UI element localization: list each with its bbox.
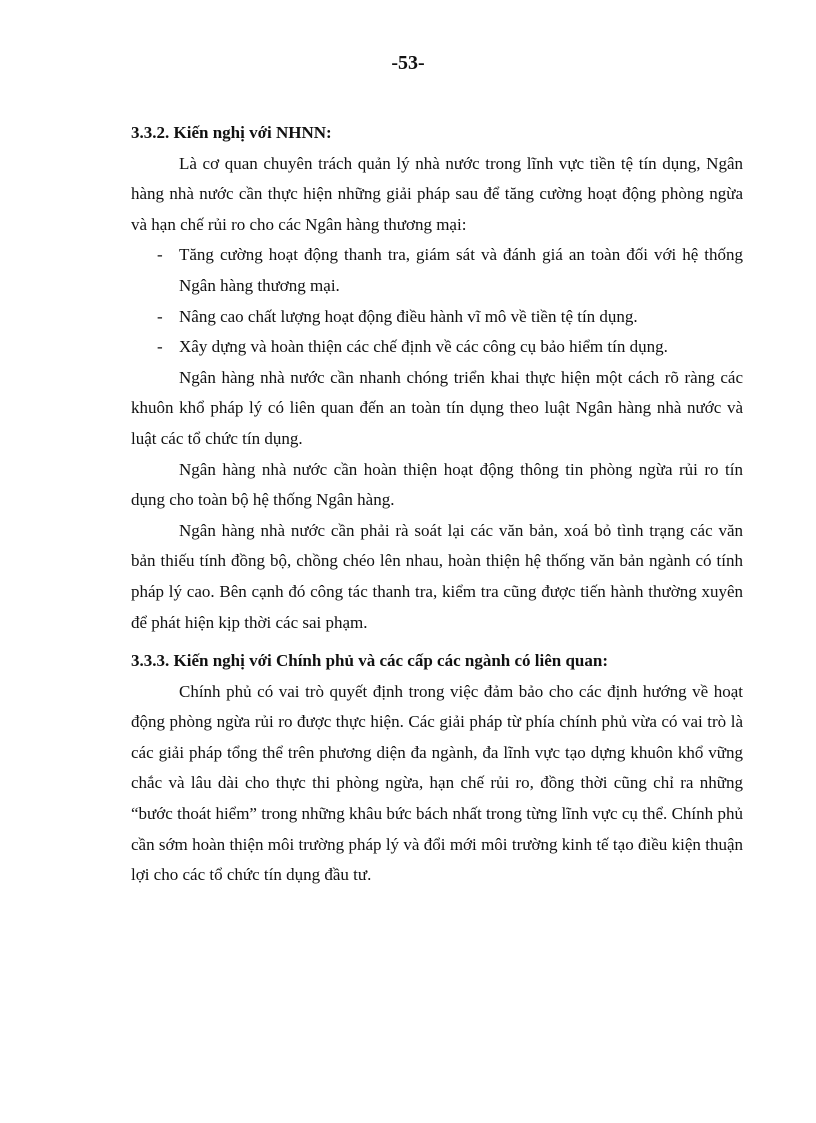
paragraph: Ngân hàng nhà nước cần nhanh chóng triển khai thực hiện một cách rõ ràng các khuôn khổ pháp lý có liên quan đến an toàn tín dụng theo luật Ngân hàng nhà nước và luật các tổ chức tín dụng. [131, 367, 743, 448]
bullet-text: Tăng cường hoạt động thanh tra, giám sát và đánh giá an toàn đối với hệ thống Ngân hàng thương mại. [179, 245, 743, 295]
paragraph: Chính phủ có vai trò quyết định trong việc đảm bảo cho các định hướng về hoạt động phòng ngừa rủi ro được thực hiện. Các giải pháp từ phía chính phủ vừa có vai trò là các giải pháp tổng thể trên phương diện đa ngành, đa lĩnh vực tạo dựng khuôn khổ vững chắc và lâu dài cho thực thi phòng ngừa, hạn chế rủi ro, đồng thời cũng chỉ ra những “bước thoát hiểm” trong những khâu bức bách nhất trong từng lĩnh vực cụ thể. Chính phủ cần sớm hoàn thiện môi trường pháp lý và đổi mới môi trường kinh tế tạo điều kiện thuận lợi cho các tổ chức tín dụng đầu tư. [131, 681, 743, 885]
bullet-item [131, 302, 743, 333]
bullet-dash: - [157, 306, 163, 326]
paragraph: Ngân hàng nhà nước cần phải rà soát lại các văn bản, xoá bỏ tình trạng các văn bản thiếu tính đồng bộ, chồng chéo lên nhau, hoàn thiện hệ thống văn bản ngành có tính pháp lý cao. Bên cạnh đó công tác thanh tra, kiểm tra cũng được tiến hành thường xuyên để phát hiện kịp thời các sai phạm. [131, 520, 743, 632]
bullet-text: Nâng cao chất lượng hoạt động điều hành vĩ mô về tiền tệ tín dụng. [179, 306, 638, 326]
bullet-item [131, 332, 743, 363]
document-body [131, 118, 743, 891]
bullet-text: Xây dựng và hoàn thiện các chế định về các công cụ bảo hiểm tín dụng. [179, 337, 668, 357]
bullet-dash: - [157, 245, 163, 265]
bullet-dash: - [157, 337, 163, 357]
section-spacer [131, 638, 743, 646]
section-heading-government: 3.3.3. Kiến nghị với Chính phủ và các cấp các ngành có liên quan: [131, 651, 609, 671]
bullet-item [131, 240, 743, 301]
section-heading-nhnn: 3.3.2. Kiến nghị với NHNN: [131, 123, 332, 142]
page-number: -53- [391, 52, 425, 74]
paragraph: Là cơ quan chuyên trách quản lý nhà nước trong lĩnh vực tiền tệ tín dụng, Ngân hàng nhà nước cần thực hiện những giải pháp sau để tăng cường hoạt động phòng ngừa và hạn chế rủi ro cho các Ngân hàng thương mại: [131, 153, 743, 234]
paragraph: Ngân hàng nhà nước cần hoàn thiện hoạt động thông tin phòng ngừa rủi ro tín dụng cho toàn bộ hệ thống Ngân hàng. [131, 459, 743, 510]
